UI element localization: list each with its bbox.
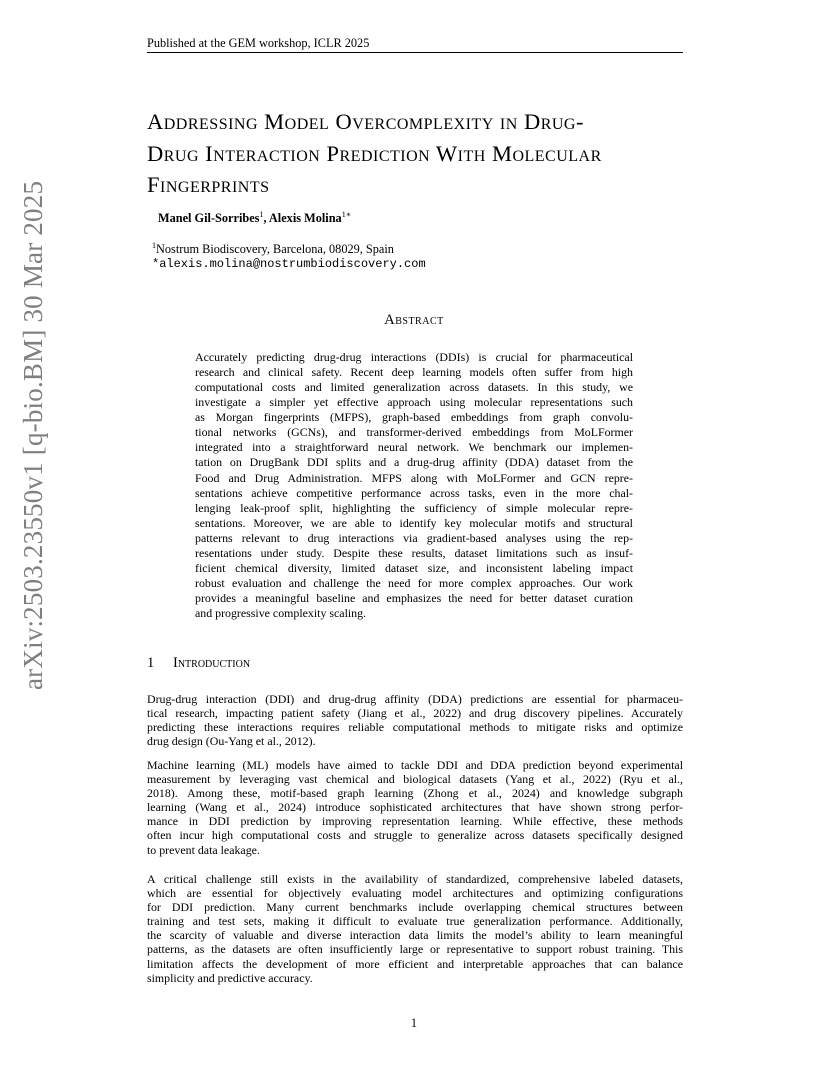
abstract-line: and progressive complexity scaling. <box>195 606 367 621</box>
arxiv-identifier: arXiv:2503.23550v1 [q-bio.BM] 30 Mar 2025 <box>18 180 48 690</box>
abstract-line: tional networks (GCNs), and transformer-derived embeddings from MoLFormer <box>195 425 633 440</box>
abstract-line: provides a meaningful baseline and emphasizes the need for better dataset curation <box>195 591 633 605</box>
header-rule <box>147 52 683 53</box>
affiliation-mark: 1 <box>152 241 156 250</box>
affiliation-text: Nostrum Biodiscovery, Barcelona, 08029, Spain <box>156 242 394 257</box>
abstract-line: sentations achieve competitive performance across tasks, even in the more chal- <box>195 485 633 500</box>
author-separator: , <box>263 211 269 226</box>
paragraph-line: A critical challenge still exists in the availability of standardized, comprehensive labeled datasets, <box>147 872 683 886</box>
paragraph-line: learning (Wang et al., 2024) introduce sophisticated architectures that have shown strong perfor- <box>147 800 683 815</box>
page-number: 1 <box>410 1016 418 1030</box>
abstract-line: investigate a simpler yet effective approach using molecular representations such <box>195 395 633 410</box>
paragraph-line: simplicity and predictive accuracy. <box>147 970 313 985</box>
author-name: Alexis Molina <box>268 211 342 226</box>
paragraph-line: to prevent data leakage. <box>147 842 260 857</box>
abstract-line: computational costs and limited generalization across datasets. In this study, we <box>195 380 633 395</box>
paragraph-line: training and test sets, making it difficult to evaluate true generalization performance. Additionally, <box>147 914 683 929</box>
abstract-heading: Abstract <box>384 312 444 328</box>
abstract-line: robust evaluation and challenge the need for more complex approaches. Our work <box>195 575 633 590</box>
paragraph-line: mance in DDI prediction by improving representation learning. While effective, these methods <box>147 814 683 829</box>
paragraph-line: 2018). Among these, motif-based graph learning (Zhong et al., 2024) and knowledge subgraph <box>147 786 683 801</box>
abstract-line: lenging leak-proof split, highlighting the sufficiency of simple molecular repre- <box>195 500 633 515</box>
abstract-line: integrated into a straightforward neural network. We benchmark our implemen- <box>195 440 633 455</box>
title-line: Drug Interaction Prediction With Molecular <box>147 140 602 166</box>
running-header: Published at the GEM workshop, ICLR 2025 <box>147 36 370 50</box>
section-heading-introduction <box>147 655 250 672</box>
intro-paragraph-3 <box>147 872 683 985</box>
paragraph-line: drug design (Ou-Yang et al., 2012). <box>147 734 316 749</box>
intro-paragraph-2 <box>147 758 683 857</box>
paragraph-line: Machine learning (ML) models have aimed to tackle DDI and DDA prediction beyond experimental <box>147 758 683 772</box>
paragraph-line: Drug-drug interaction (DDI) and drug-drug affinity (DDA) predictions are essential for pharmaceu- <box>147 692 683 706</box>
abstract-line: as Morgan fingerprints (MFPS), graph-based embeddings from graph convolu- <box>195 410 633 425</box>
title-line: Fingerprints <box>147 172 270 198</box>
section-title: Introduction <box>173 655 251 671</box>
abstract-line: sentations. Moreover, we are able to identify key molecular motifs and structural <box>195 515 633 530</box>
author-affiliation-mark: 1∗ <box>341 210 352 219</box>
paragraph-line: limitation affects the development of more efficient and interpretable approaches that can balance <box>147 956 683 971</box>
author-name: Manel Gil-Sorribes <box>158 211 260 226</box>
paragraph-line: predicting these interactions requires reliable computational methods to mitigate risks and optimize <box>147 720 683 735</box>
paragraph-line: tical research, impacting patient safety (Jiang et al., 2022) and drug discovery pipelines. Accurately <box>147 706 683 721</box>
abstract-line: ficient chemical diversity, limited dataset size, and inconsistent labeling impact <box>195 560 633 575</box>
paragraph-line: patterns, as the datasets are often insufficiently large or representative to support robust training. This <box>147 942 683 957</box>
paragraph-line: the scarcity of valuable and diverse interaction data limits the model’s ability to learn meaningful <box>147 928 683 943</box>
author-affiliation-mark: 1 <box>259 210 264 219</box>
paper-title <box>147 106 687 201</box>
paragraph-line: often incur high computational costs and struggle to generalize across datasets specifically designed <box>147 828 683 843</box>
abstract-line: Food and Drug Administration. MFPS along with MoLFormer and GCN repre- <box>195 470 633 485</box>
abstract-line: tation on DrugBank DDI splits and a drug-drug affinity (DDA) dataset from the <box>195 455 633 470</box>
abstract-line: Accurately predicting drug-drug interactions (DDIs) is crucial for pharmaceutical <box>195 350 633 364</box>
paragraph-line: which are essential for objectively evaluating model architectures and optimizing configurations <box>147 886 683 901</box>
abstract-body <box>195 350 633 621</box>
intro-paragraph-1 <box>147 692 683 748</box>
paragraph-line: for DDI prediction. Many current benchmarks include overlapping chemical structures between <box>147 900 683 915</box>
affiliation <box>152 241 394 257</box>
author-list <box>158 210 351 226</box>
abstract-line: research and clinical safety. Recent deep learning models often suffer from high <box>195 365 633 380</box>
title-line: Addressing Model Overcomplexity in Drug- <box>147 109 584 134</box>
abstract-line: patterns relevant to drug interactions via gradient-based analyses using the rep- <box>195 530 633 545</box>
section-number: 1 <box>147 655 155 671</box>
paragraph-line: measurement by leveraging vast chemical and biological datasets (Yang et al., 2022) (Ryu et al., <box>147 772 683 787</box>
corresponding-email: *alexis.molina@nostrumbiodiscovery.com <box>152 257 426 271</box>
abstract-line: resentations under study. Despite these results, dataset limitations such as insuf- <box>195 545 633 560</box>
